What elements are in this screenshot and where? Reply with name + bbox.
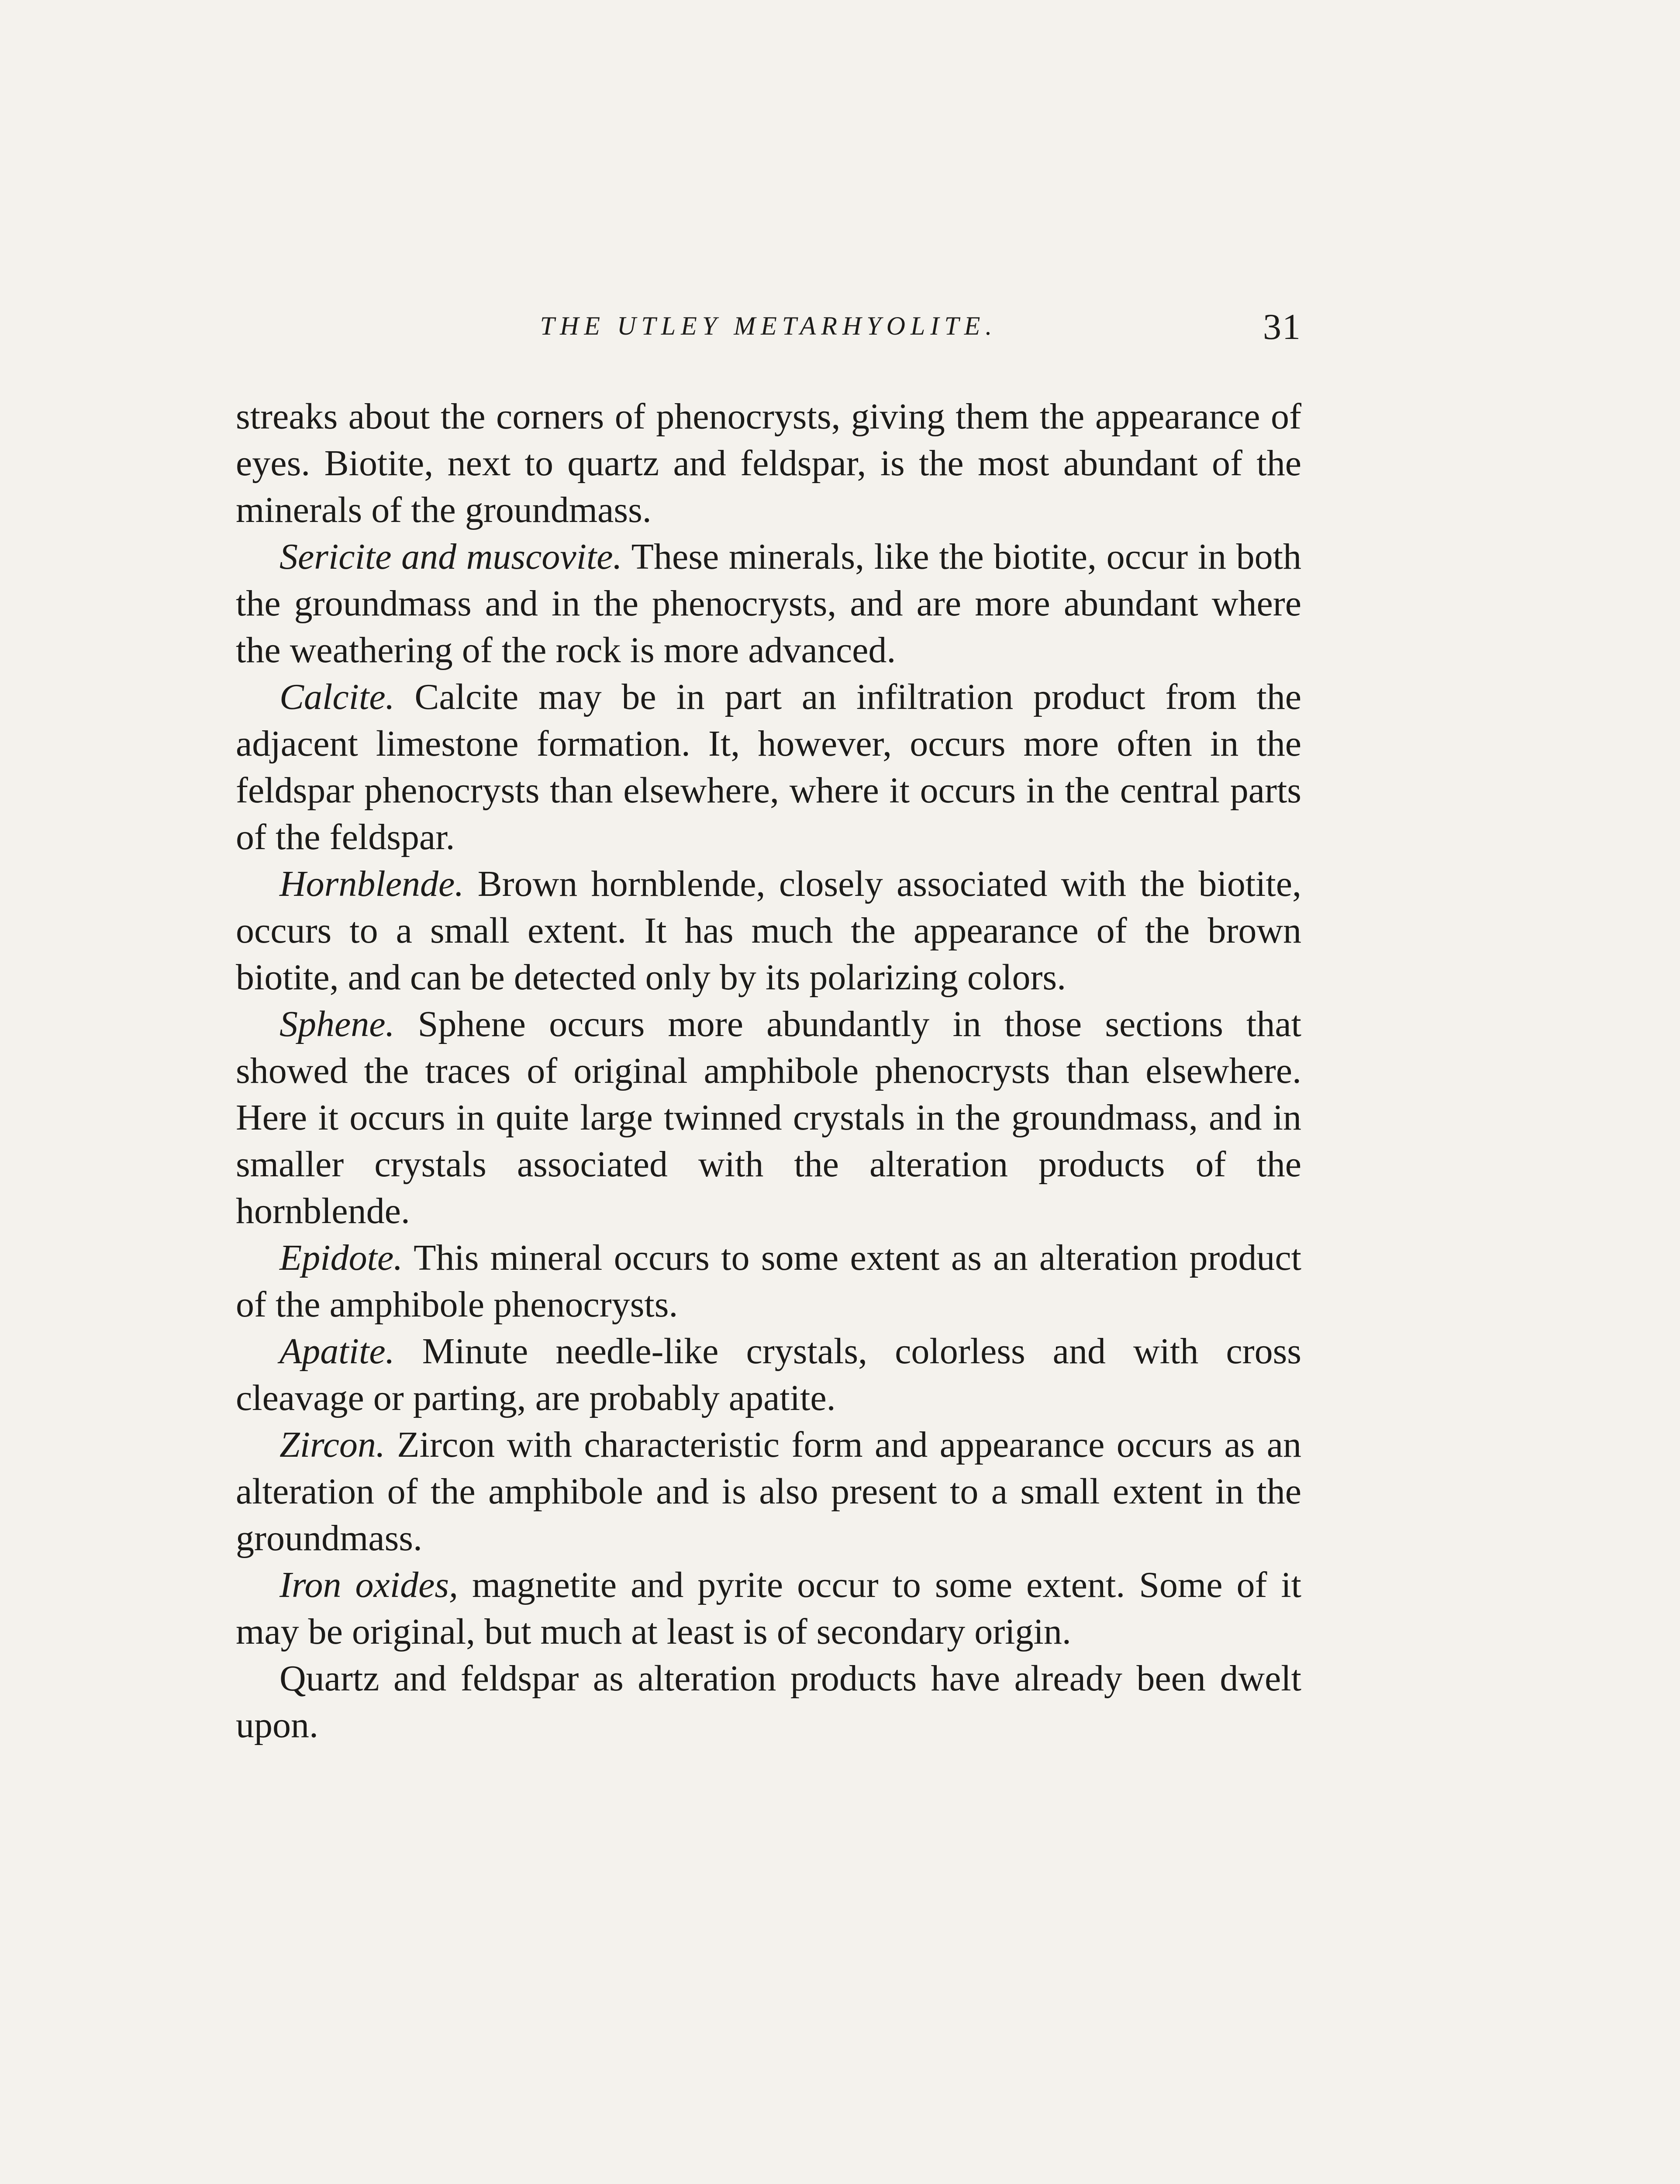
paragraph-apatite (236, 1328, 1301, 1421)
paragraph-text: Zircon with characteristic form and appearance occurs as an alteration of the amphibole and is also present to a small extent in the groundmass. (236, 1424, 1301, 1559)
paragraph-iron-oxides (236, 1562, 1301, 1655)
paragraph-text: Minute needle-like crystals, colorless and with cross cleavage or parting, are probably apatite. (236, 1331, 1301, 1418)
paragraph-sericite (236, 533, 1301, 674)
paragraph-continuation (236, 393, 1301, 533)
paragraph-text: streaks about the corners of phenocrysts, giving them the appearance of eyes. Biotite, next to quartz and feldspar, is the most abundant of the minerals of the groundmass. (236, 396, 1301, 530)
running-title: THE UTLEY METARHYOLITE. (540, 311, 997, 340)
body-text (236, 393, 1301, 1749)
paragraph-text: Brown hornblende, closely associated with the biotite, occurs to a small extent. It has much the appearance of the brown biotite, and can be detected only by its polarizing colors. (236, 864, 1301, 998)
page-number: 31 (1263, 307, 1301, 347)
mineral-term: Iron oxides, (279, 1565, 459, 1605)
mineral-term: Zircon. (279, 1424, 385, 1465)
paragraph-text: These minerals, like the biotite, occur in both the groundmass and in the phenocrysts, and are more abundant where the weathering of the rock is more advanced. (236, 536, 1301, 670)
mineral-term: Sphene. (279, 1004, 395, 1044)
paragraph-calcite (236, 674, 1301, 860)
paragraph-text: Quartz and feldspar as alteration products have already been dwelt upon. (236, 1658, 1301, 1745)
mineral-term: Epidote. (279, 1237, 403, 1278)
paragraph-epidote (236, 1234, 1301, 1328)
page-header (236, 306, 1301, 358)
paragraph-zircon (236, 1421, 1301, 1562)
paragraph-text: Calcite may be in part an infiltration product from the adjacent limestone formation. It, however, occurs more often in the feldspar phenocrysts than elsewhere, where it occurs in the central parts of the feldspar. (236, 677, 1301, 857)
paragraph-sphene (236, 1001, 1301, 1234)
paragraph-text: magnetite and pyrite occur to some extent. Some of it may be original, but much at least is of secondary origin. (236, 1565, 1301, 1652)
paragraph-hornblende (236, 860, 1301, 1001)
mineral-term: Apatite. (279, 1331, 395, 1372)
paragraph-text: Sphene occurs more abundantly in those sections that showed the traces of original amphibole phenocrysts than elsewhere. Here it occurs in quite large twinned crystals in the groundmass, and in smaller crystals associated with the alteration products of the hornblende. (236, 1004, 1301, 1231)
mineral-term: Calcite. (279, 677, 395, 717)
mineral-term: Sericite and muscovite. (279, 536, 622, 577)
paragraph-text: This mineral occurs to some extent as an alteration product of the amphibole phenocrysts. (236, 1237, 1301, 1325)
mineral-term: Hornblende. (279, 864, 464, 904)
paragraph-closing (236, 1655, 1301, 1749)
